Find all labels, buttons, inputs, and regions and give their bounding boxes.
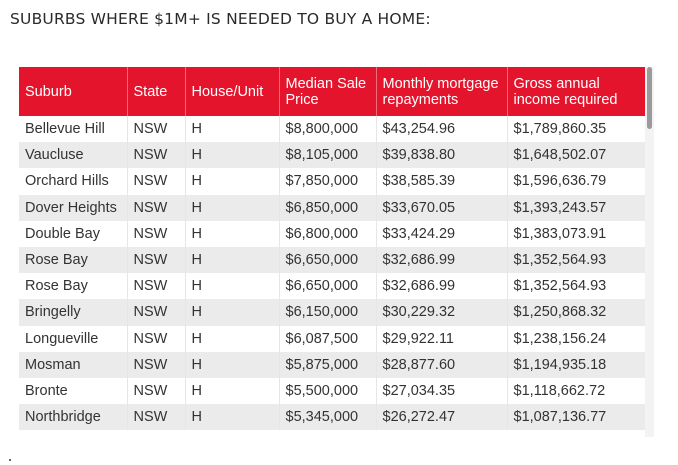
cell-state: NSW bbox=[127, 247, 185, 273]
table-row bbox=[19, 352, 645, 378]
cell-median-sale-price: $6,650,000 bbox=[279, 247, 376, 273]
cell-monthly-repayments: $33,670.05 bbox=[376, 195, 507, 221]
cell-state: NSW bbox=[127, 404, 185, 430]
cell-house-unit: H bbox=[185, 326, 279, 352]
column-header-monthly-repayments: Monthly mortgage repayments bbox=[376, 67, 507, 116]
cell-monthly-repayments: $33,424.29 bbox=[376, 221, 507, 247]
cell-monthly-repayments: $38,585.39 bbox=[376, 168, 507, 194]
scrollbar-thumb[interactable] bbox=[647, 67, 652, 129]
column-header-state: State bbox=[127, 67, 185, 116]
cell-state: NSW bbox=[127, 116, 185, 142]
cell-suburb: Bellevue Hill bbox=[19, 116, 127, 142]
column-header-gross-income: Gross annual income required bbox=[507, 67, 645, 116]
cell-house-unit: H bbox=[185, 378, 279, 404]
cell-median-sale-price: $8,105,000 bbox=[279, 142, 376, 168]
table-row bbox=[19, 221, 645, 247]
cell-gross-income: $1,352,564.93 bbox=[507, 247, 645, 273]
cell-monthly-repayments: $39,838.80 bbox=[376, 142, 507, 168]
cell-suburb: Mosman bbox=[19, 352, 127, 378]
cell-suburb: Orchard Hills bbox=[19, 168, 127, 194]
cell-gross-income: $1,194,935.18 bbox=[507, 352, 645, 378]
cell-gross-income: $1,393,243.57 bbox=[507, 195, 645, 221]
table-row bbox=[19, 378, 645, 404]
cell-suburb: Bringelly bbox=[19, 299, 127, 325]
cell-suburb: Northbridge bbox=[19, 404, 127, 430]
cell-state: NSW bbox=[127, 352, 185, 378]
cell-gross-income: $1,118,662.72 bbox=[507, 378, 645, 404]
table-row bbox=[19, 142, 645, 168]
cell-gross-income: $1,250,868.32 bbox=[507, 299, 645, 325]
cell-median-sale-price: $6,087,500 bbox=[279, 326, 376, 352]
cell-monthly-repayments: $29,922.11 bbox=[376, 326, 507, 352]
cell-suburb: Double Bay bbox=[19, 221, 127, 247]
cell-gross-income: $1,087,136.77 bbox=[507, 404, 645, 430]
table-row bbox=[19, 168, 645, 194]
cell-median-sale-price: $6,650,000 bbox=[279, 273, 376, 299]
cell-suburb: Rose Bay bbox=[19, 273, 127, 299]
cell-median-sale-price: $5,345,000 bbox=[279, 404, 376, 430]
cell-house-unit: H bbox=[185, 142, 279, 168]
cell-state: NSW bbox=[127, 326, 185, 352]
cell-monthly-repayments: $43,254.96 bbox=[376, 116, 507, 142]
cell-gross-income: $1,648,502.07 bbox=[507, 142, 645, 168]
table-header-row bbox=[19, 67, 645, 116]
cell-state: NSW bbox=[127, 142, 185, 168]
cell-state: NSW bbox=[127, 299, 185, 325]
suburb-table-container bbox=[19, 67, 645, 437]
cell-monthly-repayments: $30,229.32 bbox=[376, 299, 507, 325]
cell-state: NSW bbox=[127, 168, 185, 194]
cell-monthly-repayments: $28,877.60 bbox=[376, 352, 507, 378]
cell-gross-income: $1,596,636.79 bbox=[507, 168, 645, 194]
cell-monthly-repayments: $26,272.47 bbox=[376, 404, 507, 430]
table-row bbox=[19, 116, 645, 142]
cell-monthly-repayments: $32,686.99 bbox=[376, 273, 507, 299]
cell-house-unit: H bbox=[185, 404, 279, 430]
cell-median-sale-price: $5,500,000 bbox=[279, 378, 376, 404]
cell-median-sale-price: $6,150,000 bbox=[279, 299, 376, 325]
cell-gross-income: $1,238,156.24 bbox=[507, 326, 645, 352]
column-header-house-unit: House/Unit bbox=[185, 67, 279, 116]
cell-monthly-repayments: $32,686.99 bbox=[376, 247, 507, 273]
cell-monthly-repayments: $27,034.35 bbox=[376, 378, 507, 404]
stray-dot bbox=[9, 459, 11, 461]
table-row bbox=[19, 326, 645, 352]
cell-suburb: Rose Bay bbox=[19, 247, 127, 273]
cell-suburb: Longueville bbox=[19, 326, 127, 352]
cell-median-sale-price: $6,850,000 bbox=[279, 195, 376, 221]
cell-house-unit: H bbox=[185, 247, 279, 273]
suburb-table bbox=[19, 67, 645, 430]
cell-house-unit: H bbox=[185, 352, 279, 378]
cell-suburb: Dover Heights bbox=[19, 195, 127, 221]
cell-median-sale-price: $6,800,000 bbox=[279, 221, 376, 247]
cell-state: NSW bbox=[127, 378, 185, 404]
page-title: SUBURBS WHERE $1M+ IS NEEDED TO BUY A HOME: bbox=[10, 10, 431, 28]
table-body bbox=[19, 116, 645, 430]
table-row bbox=[19, 404, 645, 430]
cell-gross-income: $1,352,564.93 bbox=[507, 273, 645, 299]
cell-house-unit: H bbox=[185, 299, 279, 325]
column-header-median-sale-price: Median Sale Price bbox=[279, 67, 376, 116]
table-row bbox=[19, 273, 645, 299]
cell-state: NSW bbox=[127, 273, 185, 299]
cell-suburb: Bronte bbox=[19, 378, 127, 404]
column-header-suburb: Suburb bbox=[19, 67, 127, 116]
cell-state: NSW bbox=[127, 221, 185, 247]
cell-median-sale-price: $7,850,000 bbox=[279, 168, 376, 194]
cell-suburb: Vaucluse bbox=[19, 142, 127, 168]
table-row bbox=[19, 195, 645, 221]
cell-median-sale-price: $5,875,000 bbox=[279, 352, 376, 378]
cell-house-unit: H bbox=[185, 273, 279, 299]
cell-gross-income: $1,383,073.91 bbox=[507, 221, 645, 247]
table-row bbox=[19, 247, 645, 273]
cell-house-unit: H bbox=[185, 168, 279, 194]
cell-median-sale-price: $8,800,000 bbox=[279, 116, 376, 142]
cell-gross-income: $1,789,860.35 bbox=[507, 116, 645, 142]
cell-house-unit: H bbox=[185, 221, 279, 247]
cell-state: NSW bbox=[127, 195, 185, 221]
cell-house-unit: H bbox=[185, 116, 279, 142]
cell-house-unit: H bbox=[185, 195, 279, 221]
table-row bbox=[19, 299, 645, 325]
